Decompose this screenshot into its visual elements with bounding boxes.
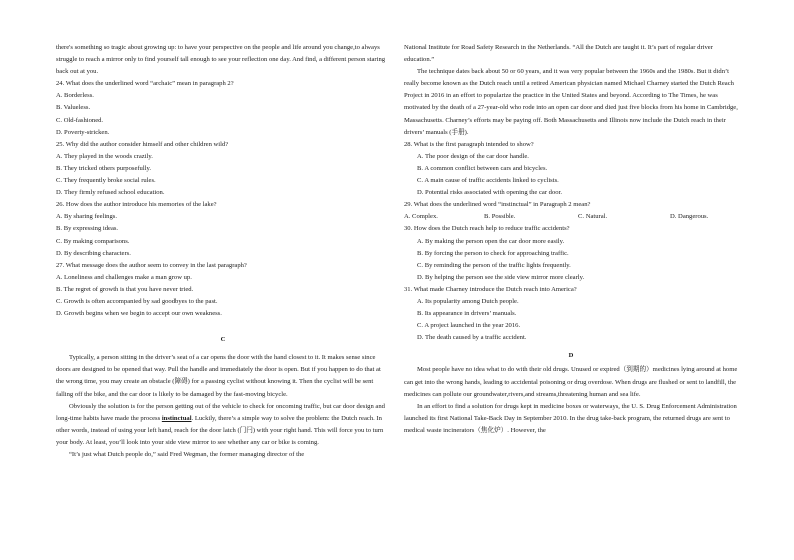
q29-options-row [404, 211, 738, 223]
q31-option-b: B. Its appearance in drivers’ manuals. [417, 310, 517, 318]
section-d-heading: D [568, 352, 574, 360]
passage-c-p2-part-b: . Luckily, there’s a simple way to solve the problem: the Dutch reach. In other words, instead of using your left hand, reach for the door latch (门闩) with your right hand. This will force you to turn your body. At least, you’ll look into your side view mirror to see whether any car or bike is coming. [56, 414, 384, 446]
q28-stem: 28. What is the first paragraph intended to show? [404, 140, 534, 148]
right-column [404, 42, 738, 437]
q24-option-b: B. Valueless. [56, 104, 91, 112]
underlined-word-instinctual: instinctual [161, 414, 192, 422]
q31-option-c: C. A project launched in the year 2016. [417, 322, 521, 330]
q31-option-a: A. Its popularity among Dutch people. [417, 297, 519, 305]
section-c-heading: C [220, 336, 226, 344]
q24-stem: 24. What does the underlined word “archaic” mean in paragraph 2? [56, 80, 234, 88]
passage-c-p2-part-a: Obviously the solution is for the person getting out of the vehicle to check for oncoming traffic, but car door design and long-time habits have made the process [56, 402, 385, 422]
left-column [56, 42, 390, 461]
q24-option-a: A. Borderless. [56, 92, 94, 100]
q30-stem: 30. How does the Dutch reach help to reduce traffic accidents? [404, 225, 570, 233]
q27-stem: 27. What message does the author seem to convey in the last paragraph? [56, 261, 247, 269]
q26-option-c: C. By making comparisons. [56, 237, 130, 245]
q26-option-a: A. By sharing feelings. [56, 213, 117, 221]
q27-option-c: C. Growth is often accompanied by sad goodbyes to the past. [56, 297, 218, 305]
q26-stem: 26. How does the author introduce his memories of the lake? [56, 201, 217, 209]
q29-option-a: A. Complex. [404, 213, 438, 221]
q28-option-b: B. A common conflict between cars and bicycles. [417, 164, 548, 172]
q25-option-c: C. They frequently broke social rules. [56, 177, 156, 185]
passage-c-paragraph-4: The technique dates back about 50 or 60 years, and it was very popular between the 1960s and the 1980s. But it didn’t really become known as the Dutch reach until a retired American physician named Michael Charney started the Dutch Reach Project in 2016 in an effort to popularize the practice in the United States and beyond. According to The Times, he was motivated by the death of a 27-year-old who rode into an open car door and died just five blocks from his home in Cambridge, Massachusetts. Charney’s efforts may be paying off. Both Massachusetts and Illinois now include the Dutch reach in their drivers’ manuals (手册). [404, 68, 738, 136]
q31-stem: 31. What made Charney introduce the Dutch reach into America? [404, 285, 577, 293]
q25-option-d: D. They firmly refused school education. [56, 189, 165, 197]
q25-stem: 25. Why did the author consider himself and other children wild? [56, 140, 229, 148]
q30-option-a: A. By making the person open the car door more easily. [417, 237, 565, 245]
q25-option-a: A. They played in the woods crazily. [56, 152, 153, 160]
q29-option-c: C. Natural. [578, 213, 608, 221]
passage-c-paragraph-2 [56, 401, 390, 449]
q24-option-d: D. Poverty-stricken. [56, 128, 110, 136]
q30-option-b: B. By forcing the person to check for approaching traffic. [417, 249, 569, 257]
passage-c-paragraph-3: “It’s just what Dutch people do,” said Fred Wegman, the former managing director of the [69, 451, 305, 458]
q30-option-c: C. By reminding the person of the traffic lights frequently. [417, 261, 571, 269]
passage-c-paragraph-3-cont: National Institute for Road Safety Research in the Netherlands. “All the Dutch are taught it. It’s part of regular driver education.” [404, 44, 713, 64]
passage-d-paragraph-2: In an effort to find a solution for drugs kept in medicine boxes or waterways, the U. S. Drug Enforcement Administration launched its first National Take-Back Day in September 2010. In the drug take-back program, the returned drugs are sent to medical waste incinerators（焦化炉）. However, the [404, 402, 737, 434]
reading-b-ending: there's something so tragic about growing up: to have your perspective on the people and life around you change,to always struggle to reach a mirror only to find yourself tall enough to see your reflection one day. And find, a different person staring back out at you. [56, 44, 386, 76]
q29-stem: 29. What does the underlined word “instinctual” in Paragraph 2 mean? [404, 201, 591, 209]
q28-option-d: D. Potential risks associated with opening the car door. [417, 189, 563, 197]
passage-d-paragraph-1: Most people have no idea what to do with their old drugs. Unused or expired（到期的）medicines lying around at home can get into the wrong hands, leading to accidental poisoning or drug overdose. When drugs are flushed or sent to landfill, the medicines can pollute our groundwater,rivers,and streams,threatening human and sea life. [404, 366, 738, 398]
q26-option-d: D. By describing characters. [56, 249, 131, 257]
passage-c-paragraph-1: Typically, a person sitting in the driver’s seat of a car opens the door with the hand closest to it. It makes sense since doors are designed to be opened that way. Pull the handle and immediately the door is open. But if you happen to do that at the wrong time, you may create an obstacle (障碍) for a passing cyclist without knowing it. Then the cyclist will be sent falling off the bike, and the car door is likely to be damaged by the fast-moving bicycle. [56, 354, 381, 398]
q30-option-d: D. By helping the person see the side view mirror more clearly. [417, 273, 585, 281]
q31-option-d: D. The death caused by a traffic accident. [417, 334, 527, 342]
q28-option-c: C. A main cause of traffic accidents linked to cyclists. [417, 177, 559, 185]
q29-option-d: D. Dangerous. [670, 213, 709, 221]
q26-option-b: B. By expressing ideas. [56, 225, 119, 233]
q27-option-a: A. Loneliness and challenges make a man grow up. [56, 273, 192, 281]
q27-option-d: D. Growth begins when we begin to accept our own weakness. [56, 310, 222, 318]
q28-option-a: A. The poor design of the car door handle. [417, 152, 529, 160]
q29-option-b: B. Possible. [484, 213, 516, 221]
q27-option-b: B. The regret of growth is that you have never tried. [56, 285, 194, 293]
q24-option-c: C. Old-fashioned. [56, 116, 104, 124]
q25-option-b: B. They tricked others purposefully. [56, 164, 152, 172]
